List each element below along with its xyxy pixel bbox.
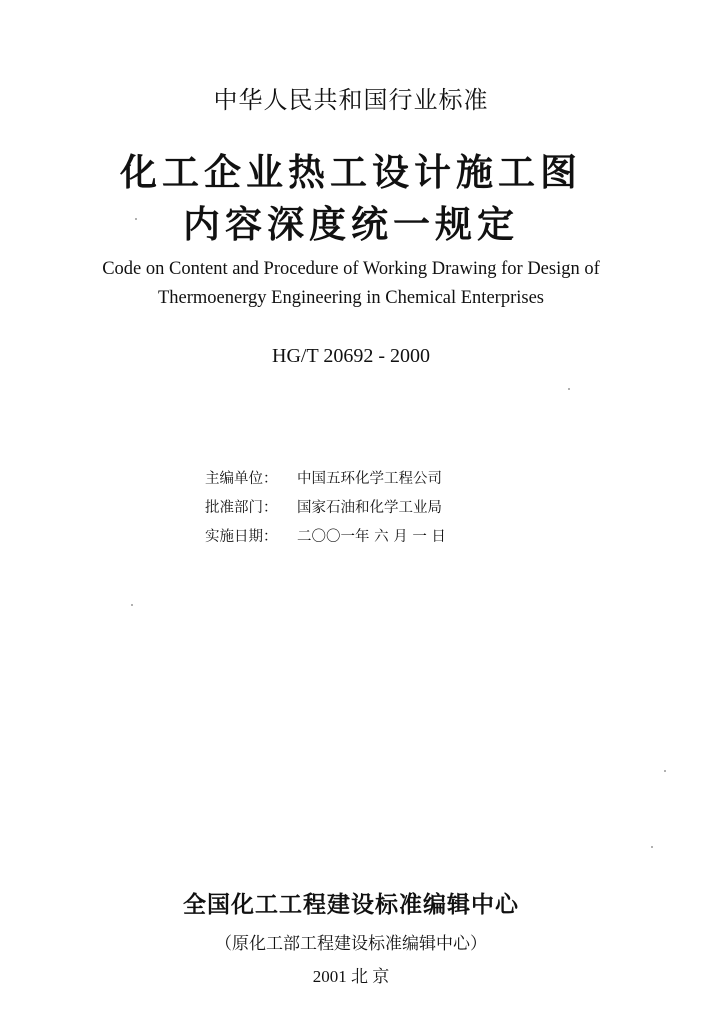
scan-speck <box>568 388 570 390</box>
scan-speck <box>131 604 133 606</box>
meta-row-approver <box>205 496 446 525</box>
scan-speck <box>135 218 137 220</box>
date-value: 二〇〇一年 六 月 一 日 <box>297 529 446 545</box>
standard-code: HG/T 20692 - 2000 <box>272 345 430 367</box>
meta-info-block <box>205 467 446 554</box>
document-title-line-1: 化工企业热工设计施工图 <box>120 151 582 194</box>
standard-category: 中华人民共和国行业标准 <box>213 86 489 114</box>
publisher-former-name: （原化工部工程建设标准编辑中心） <box>215 934 487 954</box>
english-title-line-2: Thermoenergy Engineering in Chemical Enterprises <box>158 288 544 308</box>
publisher-name: 全国化工工程建设标准编辑中心 <box>183 892 519 918</box>
date-label: 实施日期： <box>205 529 278 545</box>
meta-row-date <box>205 525 446 554</box>
publication-year-city: 2001 北 京 <box>312 967 390 986</box>
english-title-line-1: Code on Content and Procedure of Working Drawing for Design of <box>102 259 600 279</box>
editor-label: 主编单位： <box>205 471 278 487</box>
approver-value: 国家石油和化学工业局 <box>297 500 442 516</box>
editor-value: 中国五环化学工程公司 <box>297 471 442 487</box>
meta-row-editor <box>205 467 446 496</box>
document-title-line-2: 内容深度统一规定 <box>183 203 519 246</box>
approver-label: 批准部门： <box>205 500 278 516</box>
scan-speck <box>664 770 666 772</box>
scan-speck <box>651 846 653 848</box>
